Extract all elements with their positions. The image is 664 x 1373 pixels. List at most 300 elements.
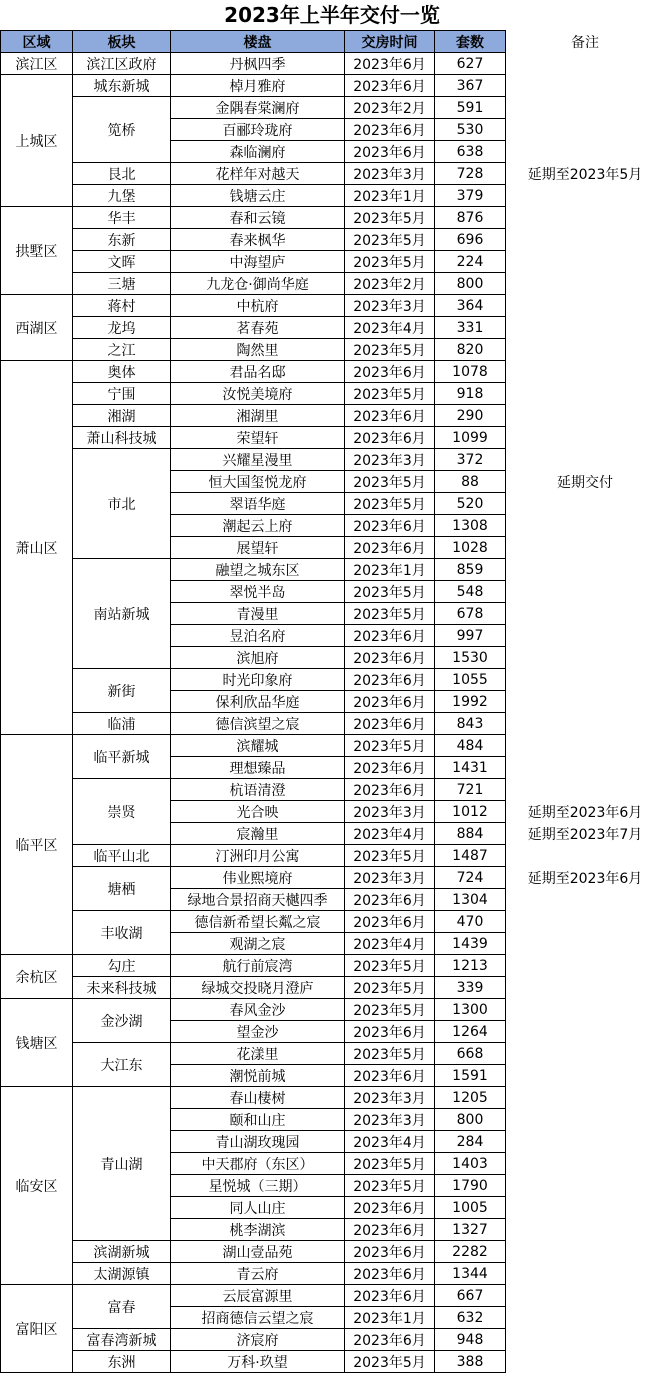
project-cell: 春和云镜 — [171, 207, 345, 229]
table-row — [1, 361, 664, 383]
units-cell: 484 — [435, 735, 506, 757]
units-cell: 364 — [435, 295, 506, 317]
delivery-time-cell: 2023年5月 — [345, 977, 435, 999]
project-cell: 茗春苑 — [171, 317, 345, 339]
remark-cell — [506, 977, 664, 999]
delivery-time-cell: 2023年3月 — [345, 449, 435, 471]
delivery-time-cell: 2023年5月 — [345, 1043, 435, 1065]
delivery-time-cell: 2023年6月 — [345, 119, 435, 141]
area-cell: 萧山科技城 — [73, 427, 171, 449]
area-cell: 临平新城 — [73, 735, 171, 779]
table-row — [1, 449, 664, 471]
units-cell: 721 — [435, 779, 506, 801]
units-cell: 548 — [435, 581, 506, 603]
units-cell: 331 — [435, 317, 506, 339]
units-cell: 284 — [435, 1131, 506, 1153]
project-cell: 同人山庄 — [171, 1197, 345, 1219]
table-row — [1, 977, 664, 999]
delivery-time-cell: 2023年6月 — [345, 53, 435, 75]
delivery-time-cell: 2023年3月 — [345, 163, 435, 185]
project-cell: 钱塘云庄 — [171, 185, 345, 207]
area-cell: 新街 — [73, 669, 171, 713]
project-cell: 滨耀城 — [171, 735, 345, 757]
units-cell: 638 — [435, 141, 506, 163]
district-cell: 上城区 — [1, 75, 73, 207]
table-row — [1, 1087, 664, 1109]
table-row — [1, 779, 664, 801]
table-row — [1, 911, 664, 933]
project-cell: 望金沙 — [171, 1021, 345, 1043]
delivery-time-cell: 2023年5月 — [345, 471, 435, 493]
header-remark: 备注 — [506, 31, 664, 53]
units-cell: 1028 — [435, 537, 506, 559]
district-cell: 萧山区 — [1, 361, 73, 735]
project-cell: 荣望轩 — [171, 427, 345, 449]
area-cell: 大江东 — [73, 1043, 171, 1087]
area-cell: 华丰 — [73, 207, 171, 229]
units-cell: 470 — [435, 911, 506, 933]
project-cell: 济宸府 — [171, 1329, 345, 1351]
remark-cell — [506, 1021, 664, 1043]
table-row — [1, 955, 664, 977]
project-cell: 宸瀚里 — [171, 823, 345, 845]
units-cell: 1264 — [435, 1021, 506, 1043]
table-row — [1, 1241, 664, 1263]
table-row — [1, 1263, 664, 1285]
project-cell: 汝悦美境府 — [171, 383, 345, 405]
table-row — [1, 383, 664, 405]
remark-cell — [506, 581, 664, 603]
units-cell: 591 — [435, 97, 506, 119]
delivery-time-cell: 2023年5月 — [345, 1153, 435, 1175]
delivery-time-cell: 2023年4月 — [345, 823, 435, 845]
area-cell: 市北 — [73, 449, 171, 559]
units-cell: 1487 — [435, 845, 506, 867]
table-row — [1, 339, 664, 361]
project-cell: 潮悦前城 — [171, 1065, 345, 1087]
project-cell: 中海望庐 — [171, 251, 345, 273]
delivery-time-cell: 2023年6月 — [345, 75, 435, 97]
units-cell: 1327 — [435, 1219, 506, 1241]
area-cell: 三塘 — [73, 273, 171, 295]
project-cell: 绿地合景招商天樾四季 — [171, 889, 345, 911]
units-cell: 1403 — [435, 1153, 506, 1175]
area-cell: 九堡 — [73, 185, 171, 207]
remark-cell: 延期至2023年5月 — [527, 166, 643, 183]
project-cell: 汀洲印月公寓 — [171, 845, 345, 867]
area-cell: 笕桥 — [73, 97, 171, 163]
area-cell: 未来科技城 — [73, 977, 171, 999]
units-cell: 724 — [435, 867, 506, 889]
district-cell: 滨江区 — [1, 53, 73, 75]
remark-cell — [506, 185, 664, 207]
remark-cell — [506, 1241, 664, 1263]
project-cell: 航行前宸湾 — [171, 955, 345, 977]
project-cell: 中杭府 — [171, 295, 345, 317]
units-cell: 1304 — [435, 889, 506, 911]
table-row — [1, 867, 664, 889]
area-cell: 金沙湖 — [73, 999, 171, 1043]
units-cell: 1308 — [435, 515, 506, 537]
remark-cell — [506, 251, 664, 273]
units-cell: 918 — [435, 383, 506, 405]
remark-cell — [506, 515, 664, 537]
project-cell: 滨旭府 — [171, 647, 345, 669]
delivery-time-cell: 2023年5月 — [345, 339, 435, 361]
remark-cell: 延期至2023年6月 — [527, 804, 643, 821]
units-cell: 1055 — [435, 669, 506, 691]
remark-cell — [506, 1087, 664, 1109]
remark-cell — [506, 1109, 664, 1131]
delivery-time-cell: 2023年6月 — [345, 1197, 435, 1219]
delivery-time-cell: 2023年4月 — [345, 933, 435, 955]
district-cell: 西湖区 — [1, 295, 73, 361]
delivery-time-cell: 2023年2月 — [345, 273, 435, 295]
remark-cell — [506, 955, 664, 977]
units-cell: 997 — [435, 625, 506, 647]
area-cell: 富春 — [73, 1285, 171, 1329]
remark-cell — [506, 383, 664, 405]
table-row — [1, 317, 664, 339]
project-cell: 保利欣品华庭 — [171, 691, 345, 713]
delivery-time-cell: 2023年6月 — [345, 1065, 435, 1087]
area-cell: 文晖 — [73, 251, 171, 273]
delivery-time-cell: 2023年1月 — [345, 1307, 435, 1329]
remark-cell — [506, 845, 664, 867]
remark-cell — [506, 119, 664, 141]
project-cell: 金隅春棠澜府 — [171, 97, 345, 119]
delivery-time-cell: 2023年5月 — [345, 207, 435, 229]
table-row — [1, 53, 664, 75]
delivery-time-cell: 2023年6月 — [345, 1219, 435, 1241]
area-cell: 东新 — [73, 229, 171, 251]
delivery-time-cell: 2023年6月 — [345, 669, 435, 691]
units-cell: 948 — [435, 1329, 506, 1351]
table-row — [1, 229, 664, 251]
project-cell: 百郦玲珑府 — [171, 119, 345, 141]
remark-cell — [506, 889, 664, 911]
project-cell: 伟业熙境府 — [171, 867, 345, 889]
delivery-time-cell: 2023年6月 — [345, 647, 435, 669]
remark-cell — [506, 691, 664, 713]
units-cell: 1431 — [435, 757, 506, 779]
units-cell: 668 — [435, 1043, 506, 1065]
delivery-time-cell: 2023年3月 — [345, 801, 435, 823]
district-cell: 拱墅区 — [1, 207, 73, 295]
project-cell: 招商德信云望之宸 — [171, 1307, 345, 1329]
remark-cell — [506, 1307, 664, 1329]
units-cell: 667 — [435, 1285, 506, 1307]
units-cell: 884 — [435, 823, 506, 845]
units-cell: 1099 — [435, 427, 506, 449]
units-cell: 800 — [435, 1109, 506, 1131]
delivery-time-cell: 2023年2月 — [345, 97, 435, 119]
project-cell: 棹月雅府 — [171, 75, 345, 97]
project-cell: 颐和山庄 — [171, 1109, 345, 1131]
area-cell: 崇贤 — [73, 779, 171, 845]
delivery-time-cell: 2023年6月 — [345, 779, 435, 801]
project-cell: 云辰富源里 — [171, 1285, 345, 1307]
header-district: 区域 — [1, 31, 73, 53]
area-cell: 塘栖 — [73, 867, 171, 911]
delivery-time-cell: 2023年4月 — [345, 1131, 435, 1153]
remark-cell — [506, 1065, 664, 1087]
units-cell: 388 — [435, 1351, 506, 1373]
area-cell: 龙坞 — [73, 317, 171, 339]
table-row — [1, 75, 664, 97]
project-cell: 君品名邸 — [171, 361, 345, 383]
remark-cell — [506, 1131, 664, 1153]
area-cell: 东洲 — [73, 1351, 171, 1373]
units-cell: 1344 — [435, 1263, 506, 1285]
delivery-time-cell: 2023年5月 — [345, 251, 435, 273]
remark-cell — [506, 933, 664, 955]
table-row — [1, 1329, 664, 1351]
units-cell: 728 — [435, 163, 506, 185]
delivery-time-cell: 2023年5月 — [345, 999, 435, 1021]
table-row — [1, 669, 664, 691]
remark-cell — [506, 75, 664, 97]
units-cell: 367 — [435, 75, 506, 97]
area-cell: 太湖源镇 — [73, 1263, 171, 1285]
units-cell: 696 — [435, 229, 506, 251]
units-cell: 1205 — [435, 1087, 506, 1109]
project-cell: 森临澜府 — [171, 141, 345, 163]
header-units: 套数 — [435, 31, 506, 53]
remark-cell: 延期至2023年7月 — [527, 826, 643, 843]
remark-cell — [506, 1351, 664, 1373]
area-cell: 南站新城 — [73, 559, 171, 669]
units-cell: 520 — [435, 493, 506, 515]
units-cell: 88 — [435, 471, 506, 493]
remark-cell — [506, 339, 664, 361]
units-cell: 800 — [435, 273, 506, 295]
remark-cell — [506, 317, 664, 339]
remark-cell — [506, 1219, 664, 1241]
remark-cell — [506, 1329, 664, 1351]
delivery-time-cell: 2023年5月 — [345, 229, 435, 251]
table-row — [1, 207, 664, 229]
delivery-time-cell: 2023年6月 — [345, 889, 435, 911]
units-cell: 820 — [435, 339, 506, 361]
delivery-time-cell: 2023年6月 — [345, 1241, 435, 1263]
project-cell: 德信滨望之宸 — [171, 713, 345, 735]
sheet-title: 2023年上半年交付一览 — [224, 3, 440, 27]
project-cell: 观湖之宸 — [171, 933, 345, 955]
delivery-time-cell: 2023年6月 — [345, 1263, 435, 1285]
project-cell: 昱泊名府 — [171, 625, 345, 647]
remark-cell: 延期至2023年6月 — [527, 870, 643, 887]
units-cell: 290 — [435, 405, 506, 427]
units-cell: 678 — [435, 603, 506, 625]
area-cell: 滨江区政府 — [73, 53, 171, 75]
remark-cell — [506, 1043, 664, 1065]
project-cell: 星悦城（三期） — [171, 1175, 345, 1197]
remark-cell — [506, 295, 664, 317]
units-cell: 339 — [435, 977, 506, 999]
remark-cell — [506, 647, 664, 669]
area-cell: 蒋村 — [73, 295, 171, 317]
delivery-time-cell: 2023年6月 — [345, 515, 435, 537]
area-cell: 青山湖 — [73, 1087, 171, 1241]
remark-cell — [506, 405, 664, 427]
remark-cell — [506, 1197, 664, 1219]
project-cell: 湖山壹品苑 — [171, 1241, 345, 1263]
table-row — [1, 273, 664, 295]
remark-cell — [506, 273, 664, 295]
project-cell: 万科·玖望 — [171, 1351, 345, 1373]
table-row — [1, 97, 664, 119]
table-row — [1, 1285, 664, 1307]
project-cell: 理想臻品 — [171, 757, 345, 779]
area-cell: 临平山北 — [73, 845, 171, 867]
table-row — [1, 845, 664, 867]
delivery-time-cell: 2023年6月 — [345, 427, 435, 449]
remark-cell — [506, 97, 664, 119]
header-area: 板块 — [73, 31, 171, 53]
delivery-time-cell: 2023年5月 — [345, 493, 435, 515]
units-cell: 1530 — [435, 647, 506, 669]
project-cell: 时光印象府 — [171, 669, 345, 691]
delivery-time-cell: 2023年5月 — [345, 1351, 435, 1373]
project-cell: 绿城交投晓月澄庐 — [171, 977, 345, 999]
delivery-time-cell: 2023年3月 — [345, 1109, 435, 1131]
delivery-time-cell: 2023年6月 — [345, 1285, 435, 1307]
remark-cell — [506, 427, 664, 449]
delivery-time-cell: 2023年5月 — [345, 603, 435, 625]
project-cell: 青云府 — [171, 1263, 345, 1285]
header-project: 楼盘 — [171, 31, 345, 53]
delivery-time-cell: 2023年5月 — [345, 1175, 435, 1197]
project-cell: 融望之城东区 — [171, 559, 345, 581]
delivery-table — [0, 30, 664, 1373]
units-cell: 1012 — [435, 801, 506, 823]
units-cell: 859 — [435, 559, 506, 581]
units-cell: 876 — [435, 207, 506, 229]
units-cell: 1078 — [435, 361, 506, 383]
remark-cell — [506, 493, 664, 515]
district-cell: 临平区 — [1, 735, 73, 955]
delivery-time-cell: 2023年6月 — [345, 1329, 435, 1351]
remark-cell — [506, 735, 664, 757]
delivery-time-cell: 2023年6月 — [345, 757, 435, 779]
remark-cell — [506, 669, 664, 691]
remark-cell — [506, 779, 664, 801]
units-cell: 1300 — [435, 999, 506, 1021]
project-cell: 潮起云上府 — [171, 515, 345, 537]
table-row — [1, 735, 664, 757]
project-cell: 恒大国玺悦龙府 — [171, 471, 345, 493]
project-cell: 花漾里 — [171, 1043, 345, 1065]
delivery-time-cell: 2023年3月 — [345, 867, 435, 889]
area-cell: 奥体 — [73, 361, 171, 383]
remark-cell — [506, 207, 664, 229]
project-cell: 春山棲树 — [171, 1087, 345, 1109]
remark-cell — [506, 713, 664, 735]
delivery-time-cell: 2023年1月 — [345, 559, 435, 581]
units-cell: 379 — [435, 185, 506, 207]
header-row — [1, 31, 664, 53]
delivery-time-cell: 2023年5月 — [345, 581, 435, 603]
area-cell: 滨湖新城 — [73, 1241, 171, 1263]
project-cell: 湘湖里 — [171, 405, 345, 427]
remark-cell — [506, 625, 664, 647]
project-cell: 翠语华庭 — [171, 493, 345, 515]
table-row — [1, 1043, 664, 1065]
project-cell: 春来枫华 — [171, 229, 345, 251]
remark-cell — [506, 1263, 664, 1285]
project-cell: 青漫里 — [171, 603, 345, 625]
area-cell: 湘湖 — [73, 405, 171, 427]
district-cell: 余杭区 — [1, 955, 73, 999]
remark-cell — [506, 1285, 664, 1307]
remark-cell — [506, 559, 664, 581]
remark-cell: 延期交付 — [557, 474, 613, 491]
units-cell: 1992 — [435, 691, 506, 713]
units-cell: 843 — [435, 713, 506, 735]
table-row — [1, 427, 664, 449]
area-cell: 宁围 — [73, 383, 171, 405]
units-cell: 1591 — [435, 1065, 506, 1087]
project-cell: 中天郡府（东区） — [171, 1153, 345, 1175]
remark-cell — [506, 757, 664, 779]
delivery-time-cell: 2023年6月 — [345, 625, 435, 647]
units-cell: 1439 — [435, 933, 506, 955]
area-cell: 艮北 — [73, 163, 171, 185]
project-cell: 九龙仓·御尚华庭 — [171, 273, 345, 295]
project-cell: 陶然里 — [171, 339, 345, 361]
remark-cell — [506, 911, 664, 933]
district-cell: 钱塘区 — [1, 999, 73, 1087]
units-cell: 627 — [435, 53, 506, 75]
delivery-time-cell: 2023年6月 — [345, 405, 435, 427]
delivery-time-cell: 2023年6月 — [345, 1021, 435, 1043]
project-cell: 花样年对越天 — [171, 163, 345, 185]
units-cell: 632 — [435, 1307, 506, 1329]
district-cell: 富阳区 — [1, 1285, 73, 1373]
delivery-time-cell: 2023年6月 — [345, 713, 435, 735]
delivery-time-cell: 2023年1月 — [345, 185, 435, 207]
project-cell: 德信新希望长粼之宸 — [171, 911, 345, 933]
table-row — [1, 185, 664, 207]
project-cell: 兴耀星漫里 — [171, 449, 345, 471]
table-row — [1, 713, 664, 735]
district-cell: 临安区 — [1, 1087, 73, 1285]
delivery-time-cell: 2023年4月 — [345, 317, 435, 339]
units-cell: 224 — [435, 251, 506, 273]
remark-cell — [506, 53, 664, 75]
units-cell: 530 — [435, 119, 506, 141]
project-cell: 春风金沙 — [171, 999, 345, 1021]
remark-cell — [506, 1153, 664, 1175]
remark-cell — [506, 1175, 664, 1197]
delivery-time-cell: 2023年6月 — [345, 361, 435, 383]
remark-cell — [506, 361, 664, 383]
project-cell: 展望轩 — [171, 537, 345, 559]
project-cell: 青山湖玫瑰园 — [171, 1131, 345, 1153]
area-cell: 富春湾新城 — [73, 1329, 171, 1351]
remark-cell — [506, 537, 664, 559]
units-cell: 2282 — [435, 1241, 506, 1263]
area-cell: 丰收湖 — [73, 911, 171, 955]
remark-cell — [506, 999, 664, 1021]
units-cell: 372 — [435, 449, 506, 471]
units-cell: 1790 — [435, 1175, 506, 1197]
table-row — [1, 1351, 664, 1373]
remark-cell — [506, 603, 664, 625]
delivery-time-cell: 2023年3月 — [345, 295, 435, 317]
delivery-time-cell: 2023年6月 — [345, 691, 435, 713]
